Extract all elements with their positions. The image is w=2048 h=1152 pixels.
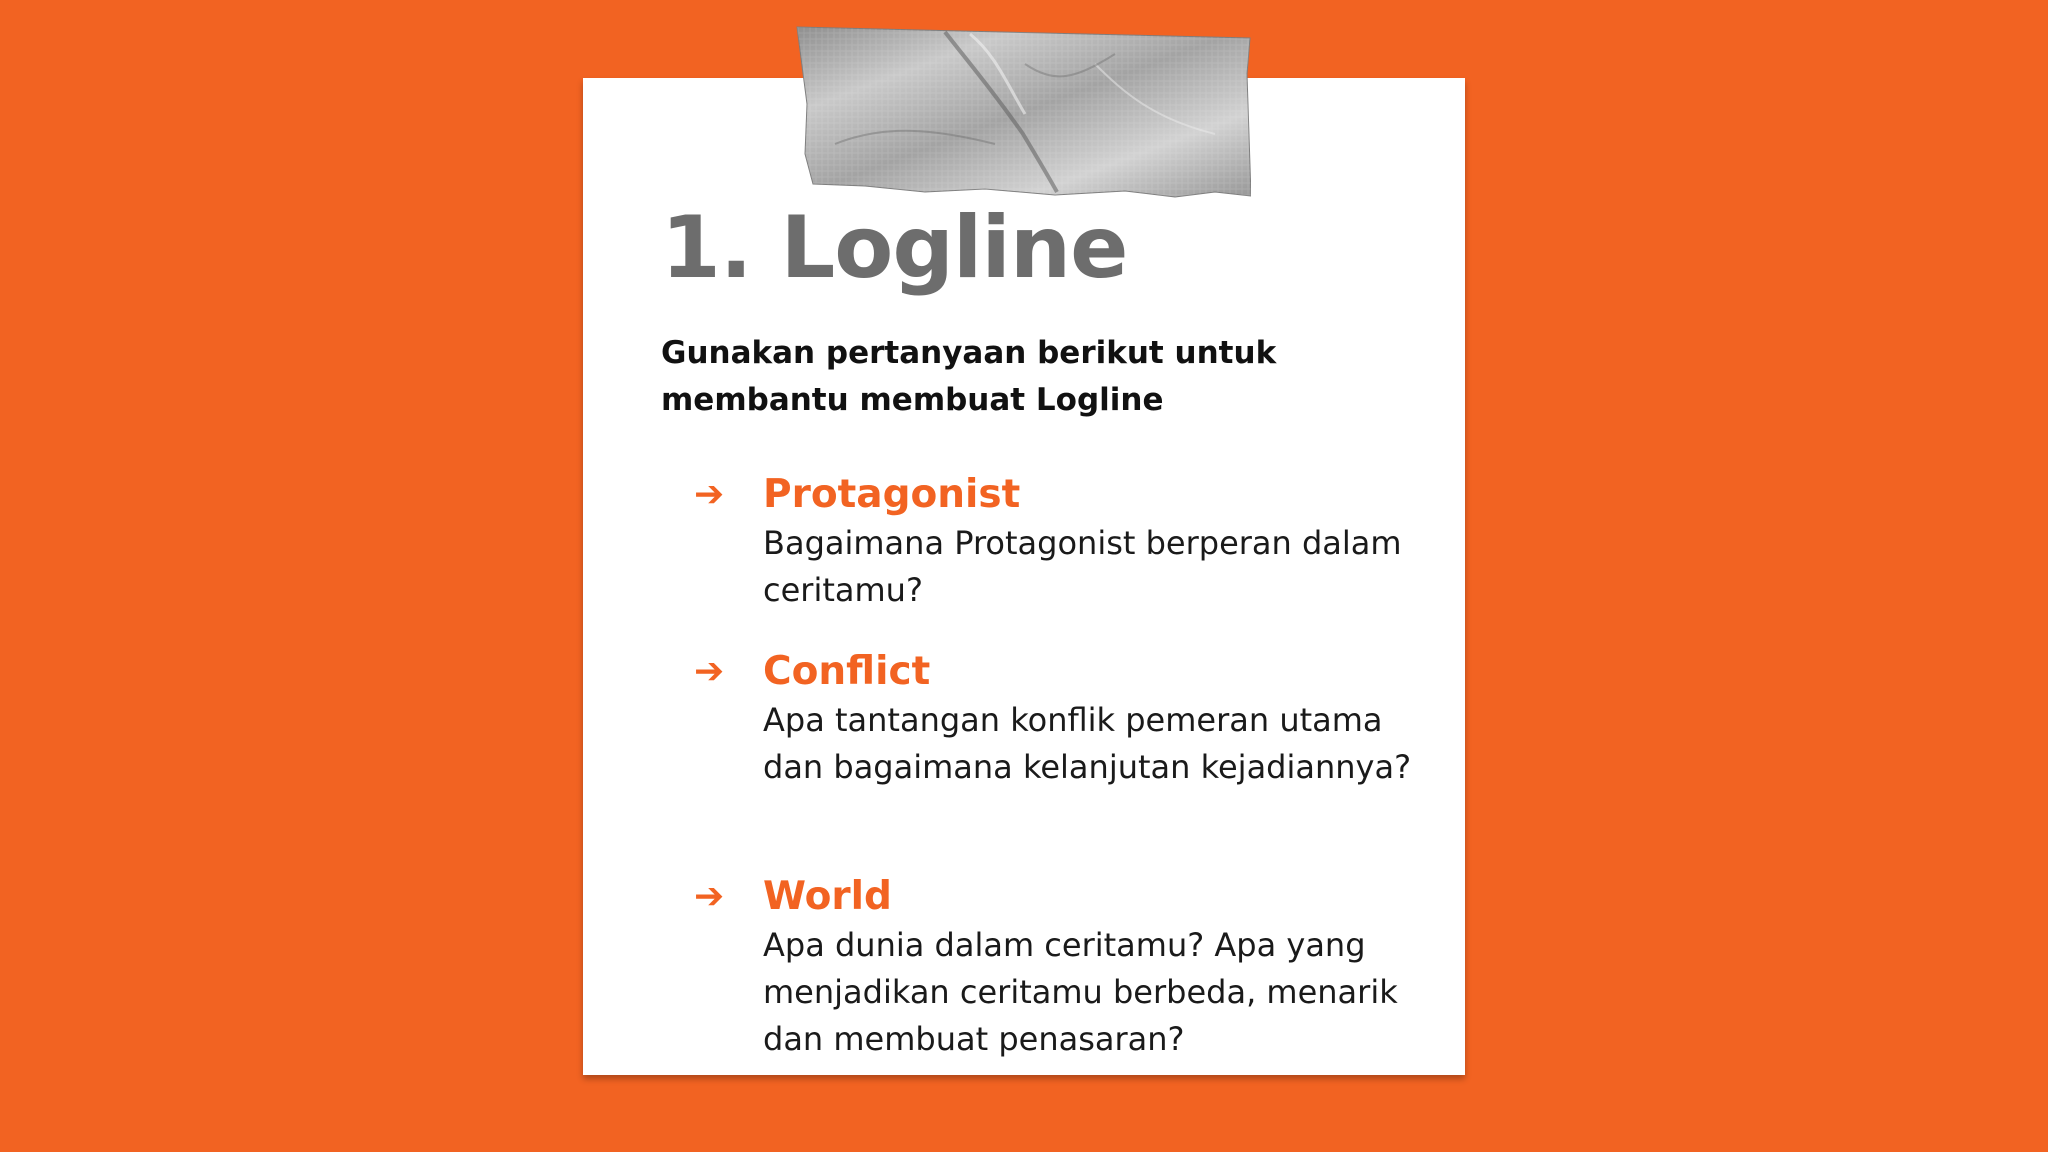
item-title-conflict: Conflict: [763, 649, 931, 694]
arrow-right-icon: ➔: [694, 474, 725, 515]
item-description-protagonist: Bagaimana Protagonist berperan dalam ceritamu?: [763, 524, 1402, 609]
arrow-right-icon: ➔: [694, 876, 725, 917]
item-description-conflict: Apa tantangan konflik pemeran utama dan bagaimana kelanjutan kejadiannya?: [763, 701, 1412, 786]
page-title: 1. Logline: [661, 198, 1128, 298]
intro-text: Gunakan pertanyaan berikut untuk membantu membuat Logline: [661, 335, 1277, 418]
item-title-protagonist: Protagonist: [763, 472, 1021, 517]
item-description-world: Apa dunia dalam ceritamu? Apa yang menjadikan ceritamu berbeda, menarik dan membuat penasaran?: [763, 926, 1398, 1058]
item-title-world: World: [763, 874, 892, 919]
duct-tape-icon: [795, 24, 1251, 200]
arrow-right-icon: ➔: [694, 651, 725, 692]
